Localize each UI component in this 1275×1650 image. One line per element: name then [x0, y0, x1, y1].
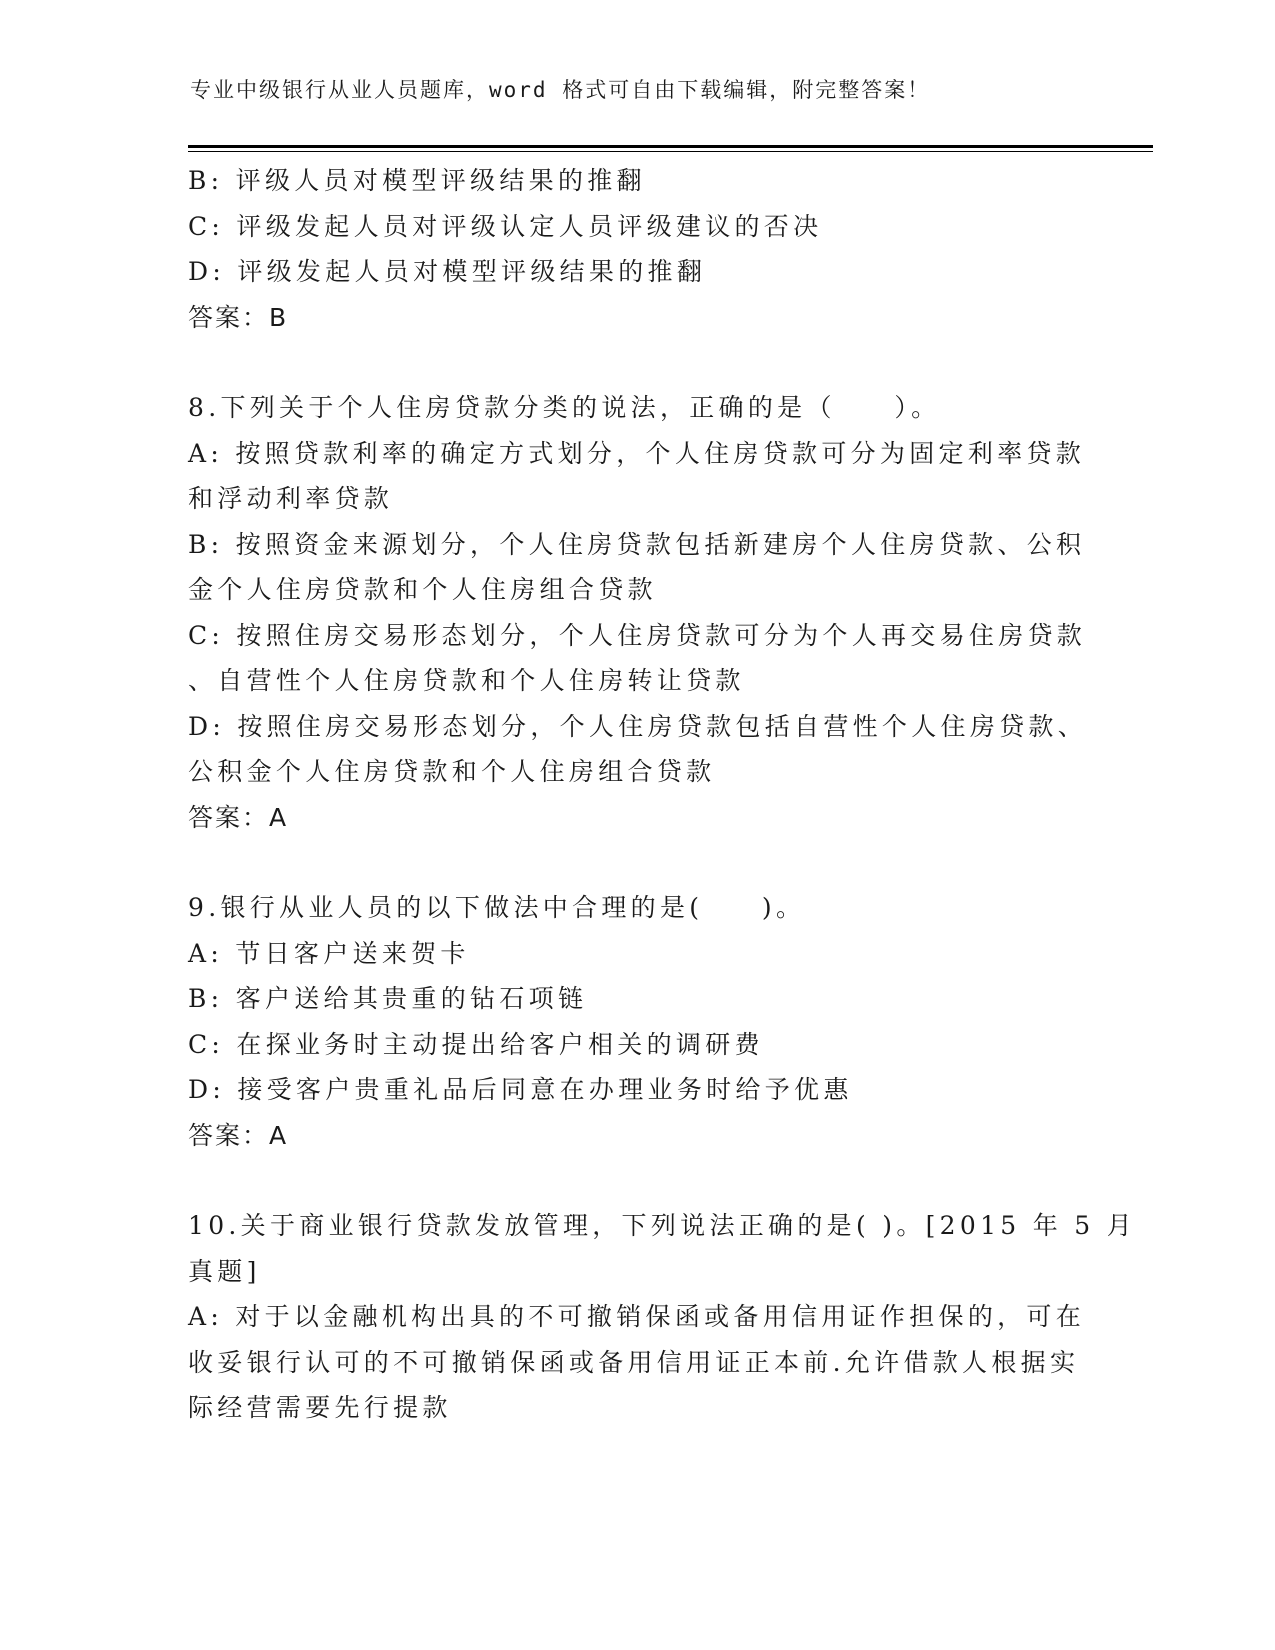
q8-option-a-line1: A: 按照贷款利率的确定方式划分，个人住房贷款可分为固定利率贷款 [188, 438, 1086, 468]
q7-answer: 答案：B [188, 302, 289, 332]
question-10 [188, 1203, 1137, 1431]
question-gap [188, 1158, 1088, 1203]
q8-option-c-line2: 、自营性个人住房贷款和个人住房转让贷款 [188, 666, 745, 695]
q7-option-d: D: 评级发起人员对模型评级结果的推翻 [188, 257, 707, 286]
q10-option-a-line3: 际经营需要先行提款 [188, 1393, 452, 1422]
q7-option-b: B: 评级人员对模型评级结果的推翻 [188, 166, 646, 195]
q10-option-a-line2: 收妥银行认可的不可撤销保函或备用信用证正本前.允许借款人根据实 [188, 1347, 1080, 1377]
q9-question: 9.银行从业人员的以下做法中合理的是( )。 [188, 893, 806, 922]
q10-option-a-line1: A: 对于以金融机构出具的不可撤销保函或备用信用证作担保的，可在 [188, 1302, 1086, 1331]
q8-option-a-line2: 和浮动利率贷款 [188, 484, 394, 513]
question-content [188, 158, 1137, 1431]
q8-option-d-line2: 公积金个人住房贷款和个人住房组合贷款 [188, 757, 716, 786]
question-gap [188, 840, 1088, 885]
q8-question: 8.下列关于个人住房贷款分类的说法，正确的是（ ）。 [188, 393, 941, 422]
q9-option-a: A: 节日客户送来贺卡 [188, 938, 470, 968]
q9-option-d: D: 接受客户贵重礼品后同意在办理业务时给予优惠 [188, 1075, 853, 1104]
q10-question-line2: 真题] [188, 1256, 261, 1286]
q8-option-b-line2: 金个人住房贷款和个人住房组合贷款 [188, 575, 657, 604]
question-9 [188, 885, 1088, 1158]
q8-option-c-line1: C: 按照住房交易形态划分，个人住房贷款可分为个人再交易住房贷款 [188, 620, 1087, 650]
q7-option-c: C: 评级发起人员对评级认定人员评级建议的否决 [188, 211, 823, 241]
page-header: 专业中级银行从业人员题库，word 格式可自由下载编辑，附完整答案！ [190, 78, 931, 102]
q9-option-c: C: 在探业务时主动提出给客户相关的调研费 [188, 1029, 764, 1059]
q8-option-b-line1: B: 按照资金来源划分，个人住房贷款包括新建房个人住房贷款、公积 [188, 529, 1086, 559]
question-8 [188, 385, 1088, 840]
header-rule-thick [188, 145, 1153, 148]
header-rule-thin [188, 151, 1153, 152]
q8-answer: 答案：A [188, 802, 289, 832]
question-gap [188, 340, 1088, 385]
q9-answer: 答案：A [188, 1120, 289, 1150]
q8-option-d-line1: D: 按照住房交易形态划分，个人住房贷款包括自营性个人住房贷款、 [188, 711, 1088, 741]
q9-option-b: B: 客户送给其贵重的钻石项链 [188, 984, 588, 1013]
q10-question-line1: 10.关于商业银行贷款发放管理，下列说法正确的是( )。[2015 年 5 月 [188, 1211, 1137, 1240]
question-7-tail [188, 158, 1088, 340]
